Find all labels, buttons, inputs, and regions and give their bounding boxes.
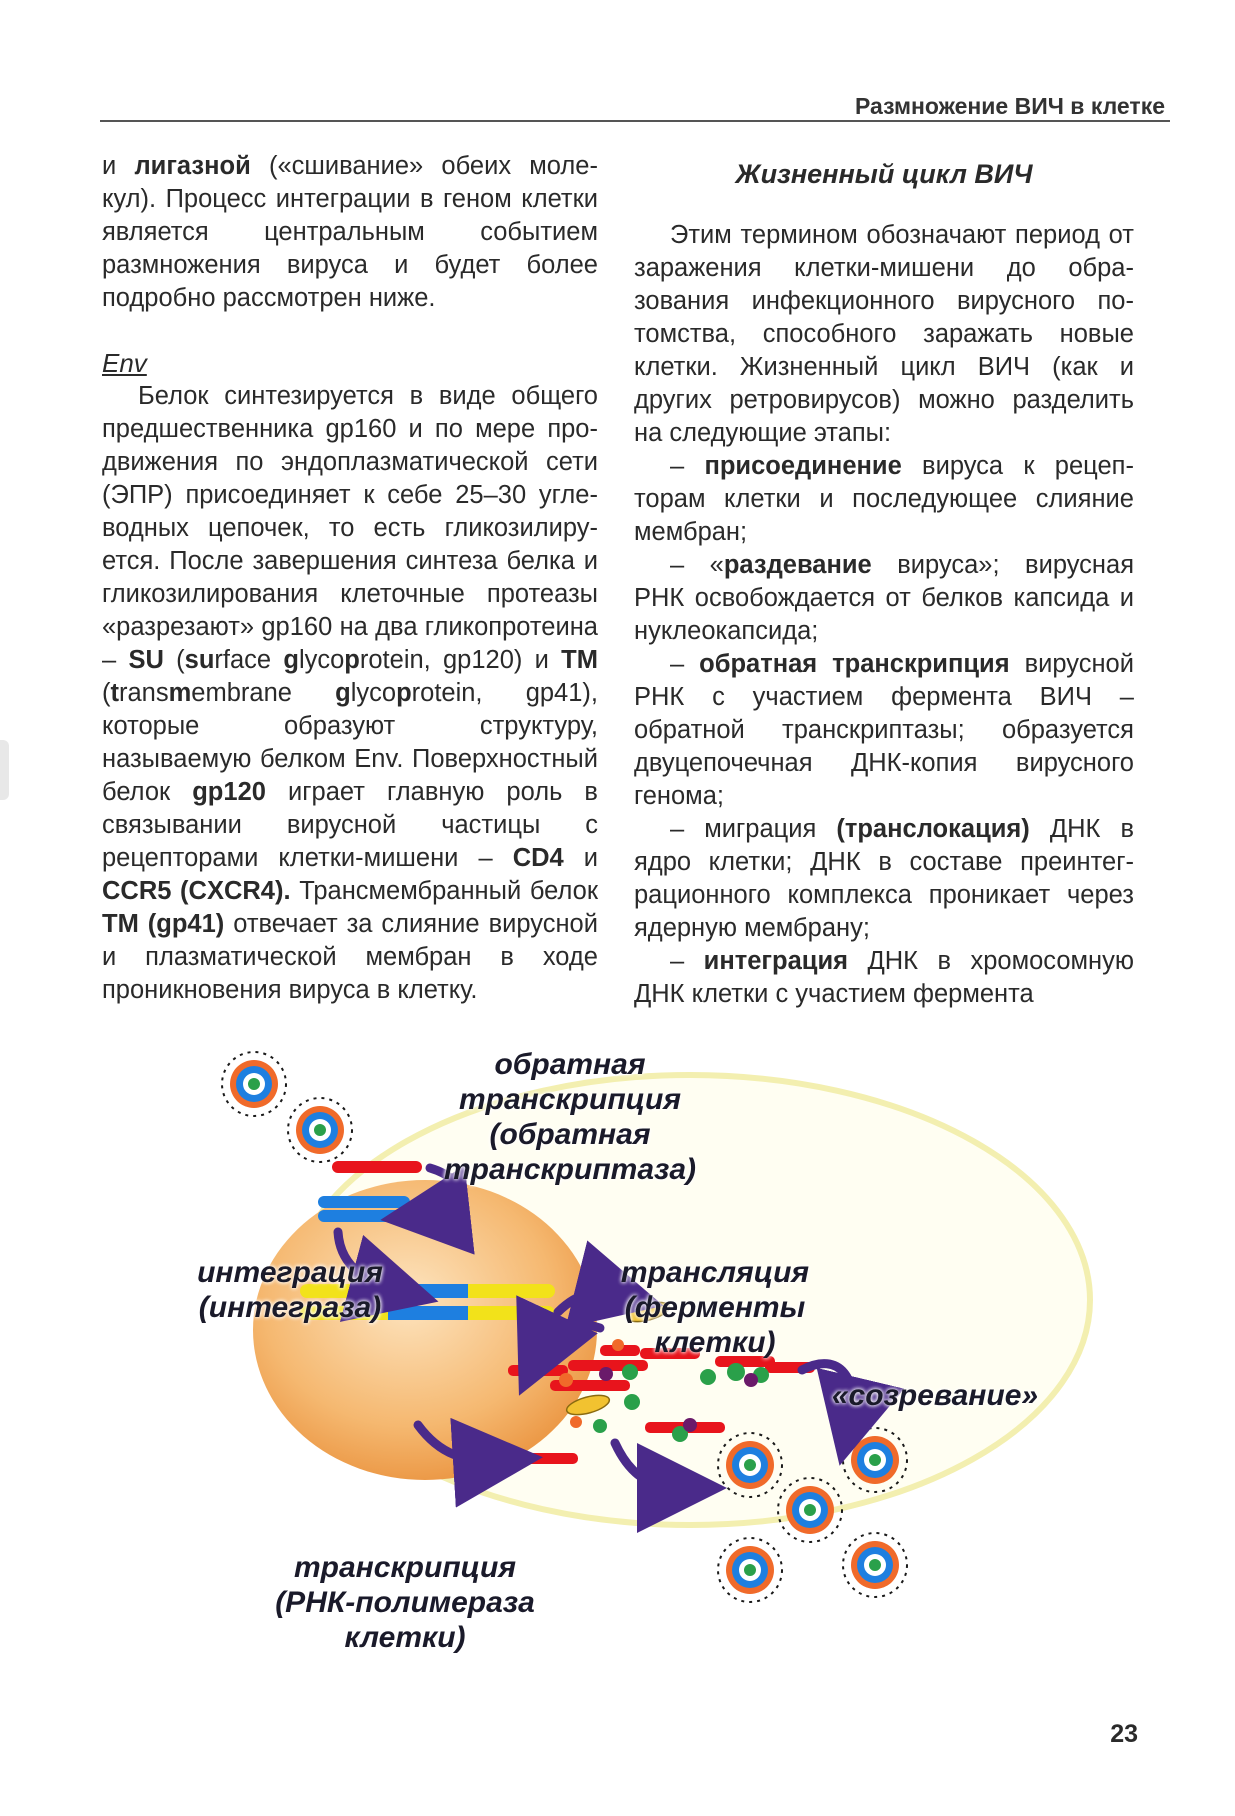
paragraph-ligase: и лигазной («сшивание» обеих молекул). Процесс интеграции в геном клетки является центральным событием размножения вируса и будет более подробно рассмотрен ниже. — [102, 152, 598, 312]
stage-attachment: – присоединение вируса к рецепторам клетки и последующее слияние мембран; — [634, 452, 1134, 546]
left-column — [102, 150, 598, 1007]
section-title: Жизненный цикл ВИЧ — [735, 159, 1033, 189]
translation-label: трансляция (ферменты клетки) — [620, 1256, 810, 1359]
viral-dna-strand-2 — [318, 1210, 410, 1222]
integration-label: интеграция (интеграза) — [197, 1256, 383, 1324]
stage-uncoating: – «раздевание вируса»; вирусная РНК освобождается от белков капсида и нуклеокапсида; — [634, 551, 1135, 645]
right-column — [634, 150, 1134, 1011]
running-head: Размножение ВИЧ в клетке — [854, 93, 1165, 119]
page-number: 23 — [1110, 1720, 1138, 1748]
header-rule — [100, 120, 1170, 122]
rt-label: обратная транскрипция (обратная транскриптаза) — [443, 1048, 696, 1186]
maturation-label: «созревание» — [831, 1379, 1039, 1412]
virion-entering — [288, 1098, 352, 1162]
spacer — [102, 315, 598, 347]
paragraph-intro: Этим термином обозначают период от заражения клетки-мишени до образования инфекционного вирусного потомства, способного заражать новые клетки. Жизненный цикл ВИЧ (как и других ретровирусов) можно разделить на следующие этапы: — [634, 221, 1134, 447]
released-virion-3 — [718, 1538, 782, 1602]
paragraph-env: Белок синтезируется в виде общего предшественника gp160 и по мере продвижения по эндоплазматической сети (ЭПР) присоединяет к себе 25–30 углеводных цепочек, то есть гликозилируется. После завершения синтеза белка и гликозилирования клеточные протеазы «разрезают» gp160 на два гликопротеина – SU (surface glycoprotein, gp120) и TM (transmembrane glycoprotein, gp41), которые образуют структуру, называемую белком Env. Поверхностный белок gp120 играет главную роль в связывании вирусной частицы с рецепторами клетки-мишени – CD4 и CCR5 (CXCR4). Трансмембранный белок TM (gp41) отвечает за слияние вирусной и плазматической мембран в ходе проникновения вируса в клетку. — [102, 382, 598, 1004]
page-edge-mark — [0, 740, 9, 800]
stage-integration: – интеграция ДНК в хромосомную ДНК клетки с участием фермента — [634, 947, 1134, 1008]
free-virion-top — [222, 1052, 286, 1116]
transcription-label: транскрипция (РНК-полимераза клетки) — [275, 1551, 535, 1654]
stage-reverse-transcription: – обратная транскрипция вирусной РНК с участием фермента ВИЧ – обратной транскриптазы; образуется двуцепочечная ДНК-копия вирусного генома; — [634, 650, 1134, 810]
stage-translocation: – миграция (транслокация) ДНК в ядро клетки; ДНК в составе преинтеграционного комплекса проникает через ядерную мембрану; — [634, 815, 1134, 942]
hiv-lifecycle-diagram — [197, 1048, 1100, 1690]
env-heading: Env — [102, 348, 147, 378]
viral-dna-strand-1 — [318, 1196, 410, 1208]
released-virion-4 — [843, 1533, 907, 1597]
